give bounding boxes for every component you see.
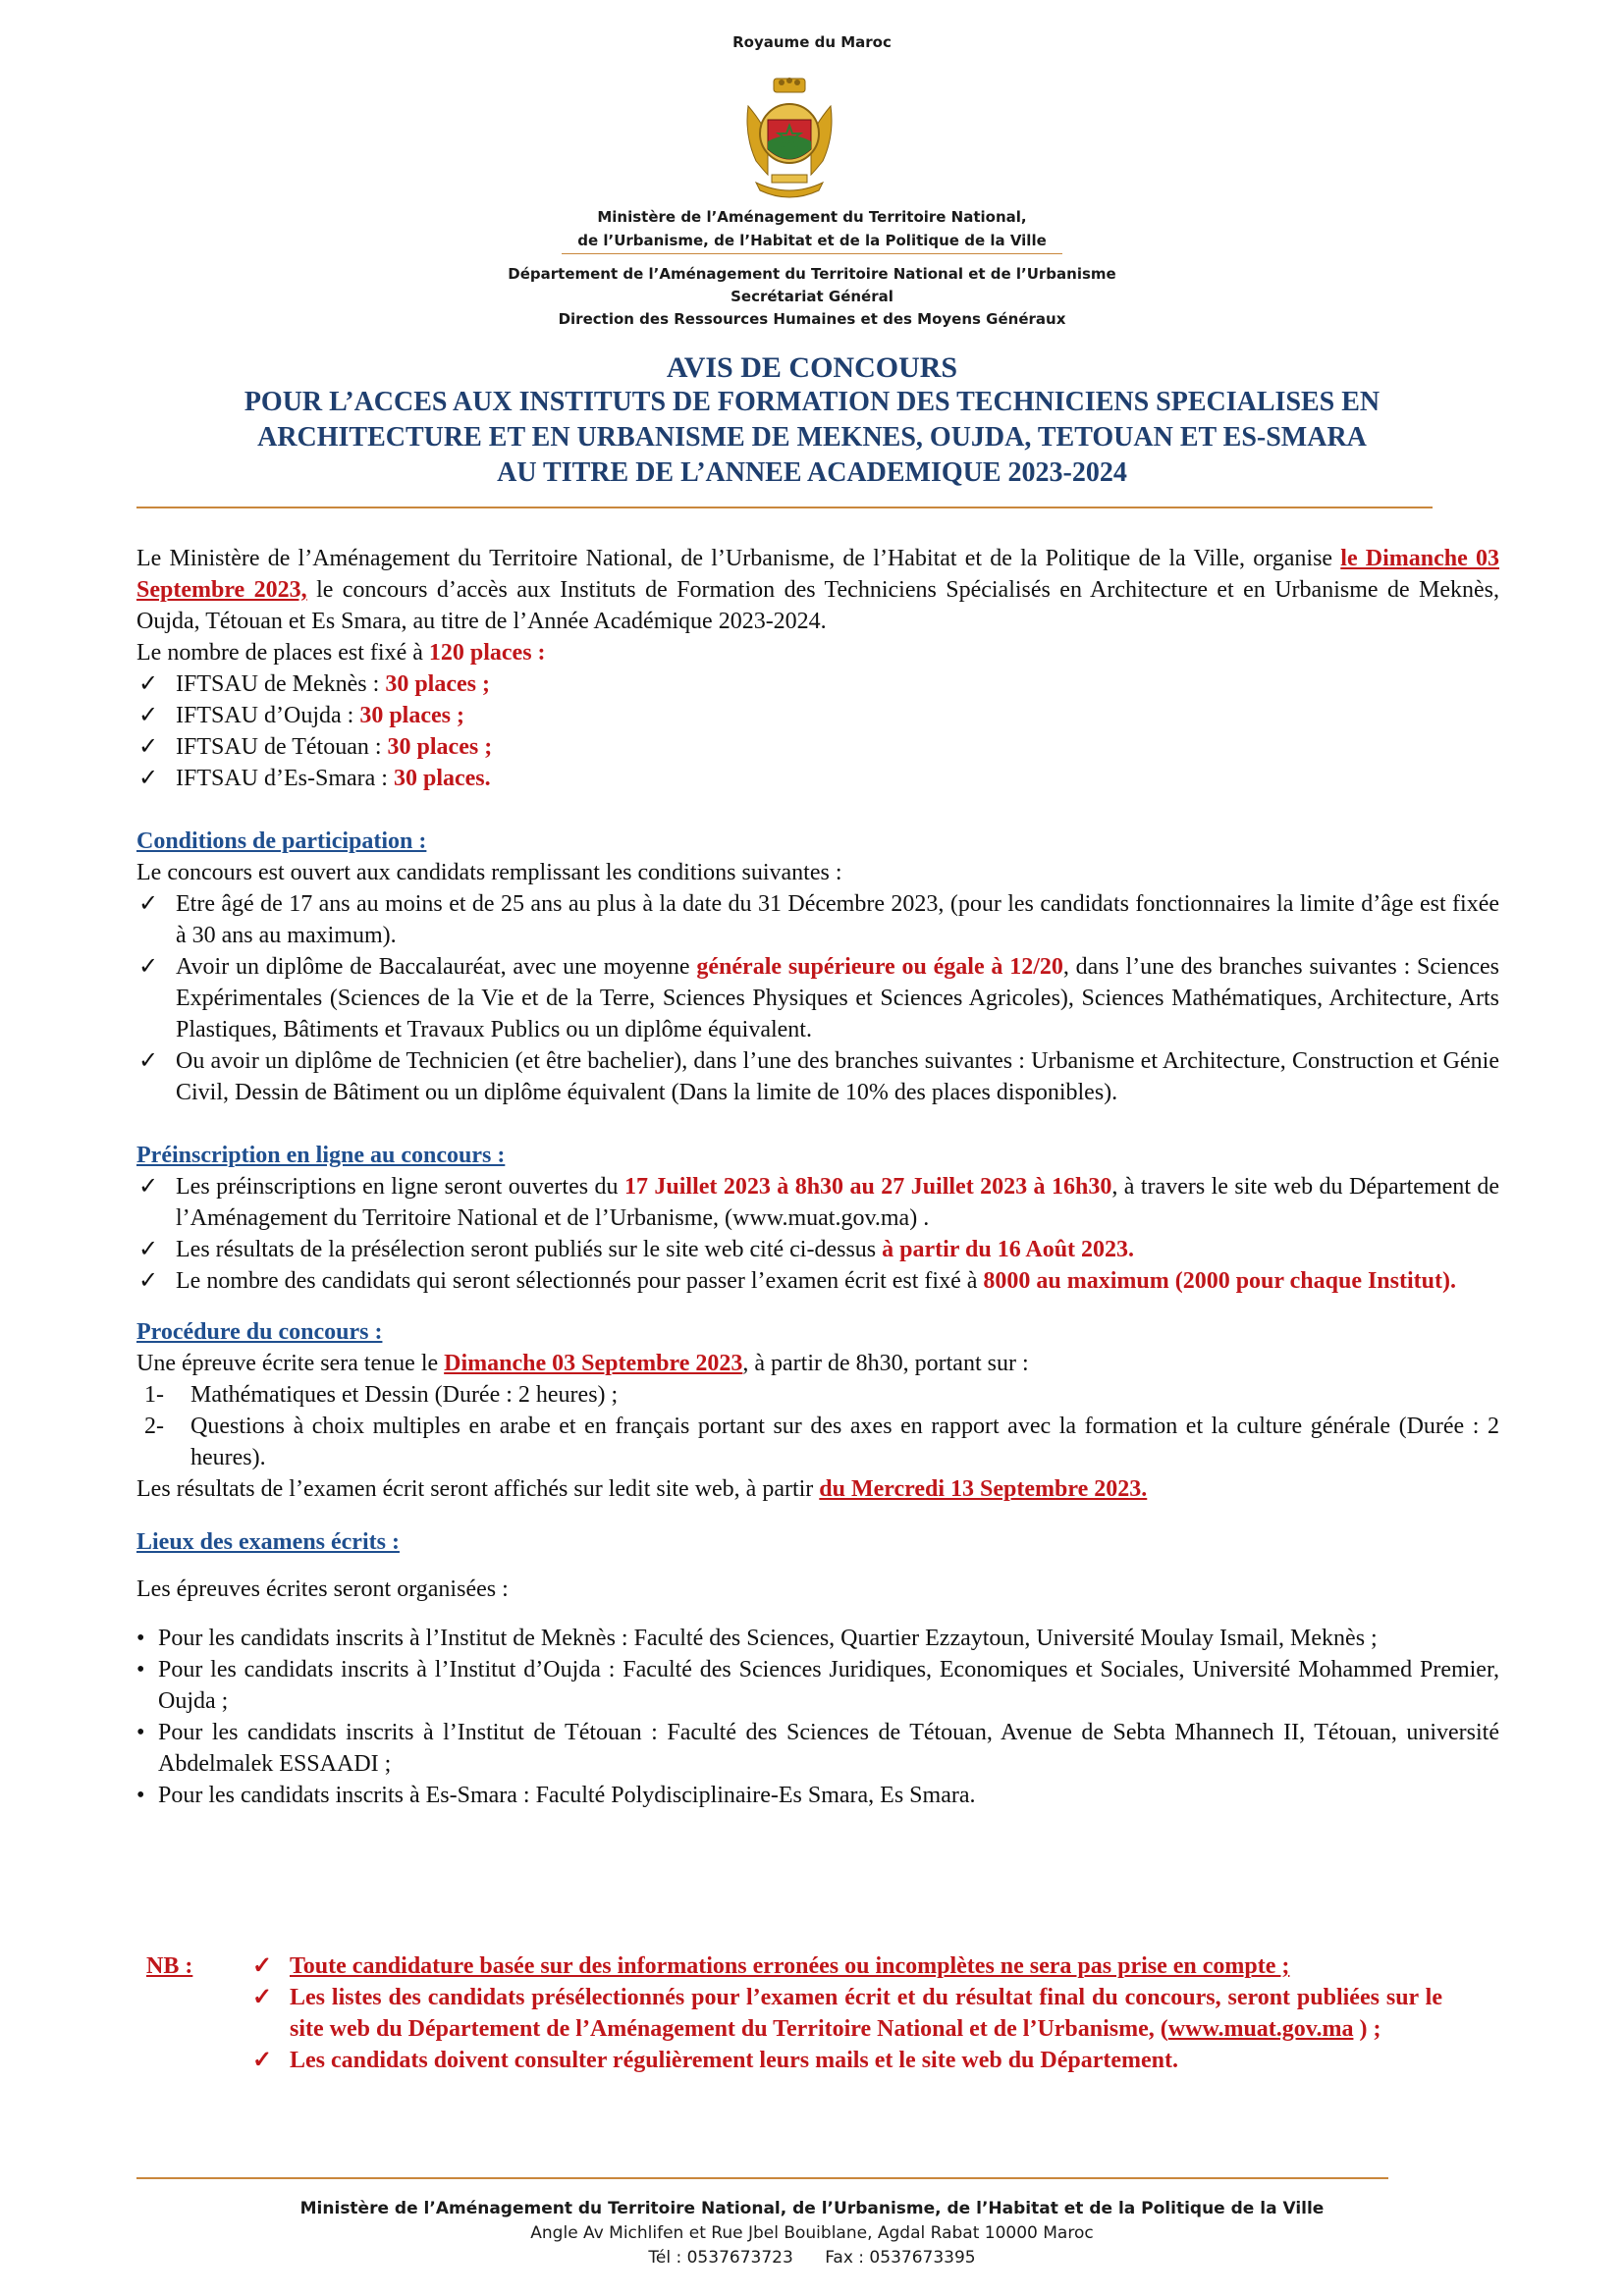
notice-subtitle-line-3: AU TITRE DE L’ANNEE ACADEMIQUE 2023-2024	[497, 457, 1127, 488]
item-text: Questions à choix multiples en arabe et en français portant sur des axes en rapport avec la formation et la culture générale (Durée : 2 heures).	[190, 1414, 1499, 1470]
conditions-lead: Le concours est ouvert aux candidats remplissant les conditions suivantes :	[136, 860, 842, 885]
condition-text: Avoir un diplôme de Baccalauréat, avec une moyenne	[176, 954, 697, 980]
check-icon: ✓	[252, 1953, 273, 1979]
kingdom-label: Royaume du Maroc	[732, 33, 892, 51]
places-total-line	[136, 637, 1499, 668]
location-text: Pour les candidats inscrits à l’Institut d’Oujda : Faculté des Sciences Juridiques, Economiques et Sociales, Université Mohammed Premier, Oujda ;	[158, 1657, 1499, 1714]
direction-line: Direction des Ressources Humaines et des Moyens Généraux	[558, 310, 1066, 328]
notice-body	[136, 543, 1499, 1811]
footer-ministry: Ministère de l’Aménagement du Territoire National, de l’Urbanisme, de l’Habitat et de la Politique de la Ville	[299, 2199, 1325, 2218]
notice-subtitle-line-2: ARCHITECTURE ET EN URBANISME DE MEKNES, OUJDA, TETOUAN ET ES-SMARA	[257, 422, 1367, 453]
check-icon: ✓	[252, 1985, 273, 2010]
place-label: IFTSAU de Meknès :	[176, 671, 386, 697]
list-item	[136, 1411, 1499, 1473]
location-text: Pour les candidats inscrits à l’Institut de Tétouan : Faculté des Sciences de Tétouan, Avenue de Sebta Mhannech II, Tétouan, université Abdelmalek ESSAADI ;	[158, 1720, 1499, 1777]
candidates-text: Le nombre des candidats qui seront sélectionnés pour passer l’examen écrit est fixé à	[176, 1268, 984, 1294]
ministry-line-2: de l’Urbanisme, de l’Habitat et de la Politique de la Ville	[577, 232, 1047, 249]
ministry-line-1: Ministère de l’Aménagement du Territoire National,	[597, 208, 1027, 226]
intro-text: Le Ministère de l’Aménagement du Territoire National, de l’Urbanisme, de l’Habitat et de la Politique de la Ville, organise	[136, 546, 1341, 571]
place-label: IFTSAU d’Es-Smara :	[176, 766, 394, 791]
preinscription-heading: Préinscription en ligne au concours :	[136, 1143, 506, 1168]
place-value: 30 places ;	[387, 734, 493, 760]
places-list	[136, 668, 1499, 794]
item-text: Mathématiques et Dessin (Durée : 2 heures) ;	[190, 1382, 619, 1408]
condition-text-end: , dans l’une des branches suivantes : Sciences Expérimentales (Sciences de la Vie et de la Terre, Sciences Physiques et Sciences Agricoles), Sciences Mathématiques, Architecture, Arts Plastiques, Bâtiments et Travaux Publics ou un diplôme équivalent.	[176, 954, 1499, 1042]
lieux-heading: Lieux des examens écrits :	[136, 1529, 400, 1555]
list-item	[136, 1234, 1499, 1265]
place-value: 30 places ;	[359, 703, 464, 728]
exam-date: le Dimanche 03 Septembre 2023,	[136, 546, 1499, 603]
nb-label: NB :	[146, 1953, 193, 1979]
condition-text: Ou avoir un diplôme de Technicien (et être bachelier), dans l’une des branches suivantes : Urbanisme et Architecture, Construction et Génie Civil, Dessin de Bâtiment ou un diplôme équivalent (Dans la limite de 10% des places disponibles).	[176, 1048, 1499, 1105]
website-link[interactable]: www.muat.gov.ma	[1167, 2016, 1354, 2042]
list-item	[136, 1265, 1499, 1297]
nb-text: Les candidats doivent consulter régulièrement leurs mails et le site web du Département.	[290, 2048, 1179, 2073]
secretariat-line: Secrétariat Général	[731, 288, 893, 305]
lieux-lead: Les épreuves écrites seront organisées :	[136, 1576, 509, 1602]
nb-text: Les listes des candidats présélectionnés pour l’examen écrit et du résultat final du concours, seront publiées sur le site web du Département de l’Aménagement du Territoire National et de l’Urbanisme, (	[290, 1985, 1442, 2042]
places-text: Le nombre de places est fixé à	[136, 640, 429, 666]
place-value: 30 places.	[393, 766, 491, 791]
check-icon: ✓	[138, 1174, 159, 1200]
footer-contact: Tél : 0537673723 Fax : 0537673395	[648, 2248, 976, 2268]
list-item	[136, 1171, 1499, 1234]
notice-subtitle-line-1: POUR L’ACCES AUX INSTITUTS DE FORMATION DES TECHNICIENS SPECIALISES EN	[244, 387, 1380, 417]
list-item	[252, 2045, 1442, 2076]
condition-text: Etre âgé de 17 ans au moins et de 25 ans au plus à la date du 31 Décembre 2023, (pour les candidats fonctionnaires la limite d’âge est fixée à 30 ans au maximum).	[176, 891, 1499, 948]
nb-text-end: ) ;	[1353, 2016, 1381, 2042]
procedure-text: Une épreuve écrite sera tenue le	[136, 1351, 445, 1376]
title-underline	[136, 507, 1433, 508]
check-icon: ✓	[138, 954, 159, 980]
conditions-heading: Conditions de participation :	[136, 828, 427, 854]
list-item	[136, 700, 1499, 731]
footer-divider	[136, 2177, 1388, 2179]
procedure-heading: Procédure du concours :	[136, 1319, 383, 1345]
header-divider	[562, 253, 1062, 254]
list-item	[136, 1045, 1499, 1108]
item-number: 1-	[144, 1382, 164, 1408]
procedure-date: Dimanche 03 Septembre 2023	[444, 1351, 743, 1376]
bullet-icon: •	[136, 1657, 145, 1682]
preinscription-period: 17 Juillet 2023 à 8h30 au 27 Juillet 2023 à 16h30	[623, 1174, 1112, 1200]
preinscription-text: Les préinscriptions en ligne seront ouvertes du	[176, 1174, 624, 1200]
bullet-icon: •	[136, 1626, 145, 1651]
place-label: IFTSAU d’Oujda :	[176, 703, 360, 728]
check-icon: ✓	[138, 734, 159, 760]
list-item	[136, 763, 1499, 794]
location-text: Pour les candidats inscrits à Es-Smara : Faculté Polydisciplinaire-Es Smara, Es Smara.	[158, 1783, 976, 1808]
list-item	[136, 1379, 1499, 1411]
intro-paragraph	[136, 543, 1499, 637]
nb-list	[252, 1950, 1442, 2076]
preselection-text: Les résultats de la présélection seront publiés sur le site web cité ci-dessus	[176, 1237, 883, 1262]
check-icon: ✓	[252, 2048, 273, 2073]
intro-text-end: le concours d’accès aux Instituts de Formation des Techniciens Spécialisés en Architecture et en Urbanisme de Meknès, Oujda, Tétouan et Es Smara, au titre de l’Année Académique 2023-2024.	[136, 577, 1500, 634]
place-value: 30 places ;	[385, 671, 490, 697]
check-icon: ✓	[138, 1268, 159, 1294]
results-line	[136, 1473, 1499, 1505]
list-item	[252, 1950, 1442, 1982]
places-total: 120 places :	[428, 640, 546, 666]
list-item	[136, 668, 1499, 700]
procedure-text-end: , à partir de 8h30, portant sur :	[742, 1351, 1029, 1376]
department-line: Département de l’Aménagement du Territoire National et de l’Urbanisme	[508, 265, 1116, 283]
item-number: 2-	[144, 1414, 164, 1439]
candidates-max: 8000 au maximum (2000 pour chaque Institut).	[983, 1268, 1456, 1294]
check-icon: ✓	[138, 766, 159, 791]
list-item	[136, 1717, 1499, 1780]
bullet-icon: •	[136, 1783, 145, 1808]
check-icon: ✓	[138, 1048, 159, 1074]
preinscription-text-end: , à travers le site web du Département de l’Aménagement du Territoire National et de l’Urbanisme, (www.muat.gov.ma) .	[176, 1174, 1500, 1231]
bullet-icon: •	[136, 1720, 145, 1745]
nb-notes	[136, 1950, 1442, 2076]
preselection-date: à partir du 16 Août 2023.	[882, 1237, 1135, 1262]
notice-title: AVIS DE CONCOURS	[666, 351, 958, 384]
check-icon: ✓	[138, 671, 159, 697]
list-item	[136, 888, 1499, 951]
coat-of-arms-emblem	[738, 77, 840, 206]
list-item	[136, 951, 1499, 1045]
list-item	[136, 1780, 1499, 1811]
results-text: Les résultats de l’examen écrit seront affichés sur ledit site web, à partir	[136, 1476, 820, 1502]
list-item	[136, 731, 1499, 763]
list-item	[136, 1623, 1499, 1654]
footer-address: Angle Av Michlifen et Rue Jbel Bouiblane, Agdal Rabat 10000 Maroc	[530, 2223, 1094, 2243]
check-icon: ✓	[138, 891, 159, 917]
list-item	[136, 1654, 1499, 1717]
condition-grade: générale supérieure ou égale à 12/20	[696, 954, 1063, 980]
procedure-lead	[136, 1348, 1499, 1379]
check-icon: ✓	[138, 703, 159, 728]
check-icon: ✓	[138, 1237, 159, 1262]
results-date: du Mercredi 13 Septembre 2023.	[819, 1476, 1148, 1502]
list-item	[252, 1982, 1442, 2045]
location-text: Pour les candidats inscrits à l’Institut de Meknès : Faculté des Sciences, Quartier Ezzaytoun, Université Moulay Ismail, Meknès ;	[158, 1626, 1378, 1651]
nb-text: Toute candidature basée sur des informations erronées ou incomplètes ne sera pas prise en compte ;	[290, 1953, 1290, 1979]
place-label: IFTSAU de Tétouan :	[176, 734, 388, 760]
